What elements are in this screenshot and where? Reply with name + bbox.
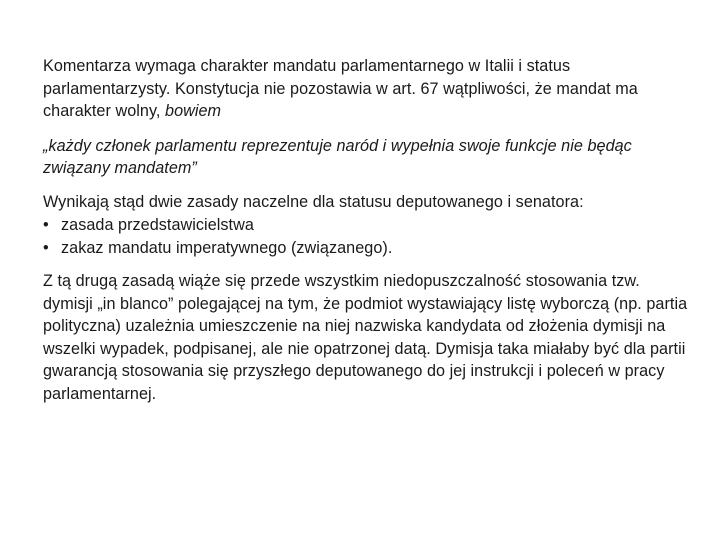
- list-item-text: zakaz mandatu imperatywnego (związanego).: [61, 238, 393, 257]
- list-item: [43, 214, 693, 237]
- list-item-text: zasada przedstawicielstwa: [61, 216, 254, 234]
- slide-content: [43, 55, 693, 417]
- bullet-icon: •: [43, 238, 49, 257]
- dismissal-paragraph: Z tą drugą zasadą wiąże się przede wszystkim niedopuszczalność stosowania tzw. dymisji „in blanco” polegającej na tym, że podmiot wystawiający listę wyborczą (np. partia polityczna) uzależnia umieszczenie na niej nazwiska kandydata od złożenia dymisji na wszelki wypadek, podpisanej, ale nie opatrzonej datą. Dymisja taka miałaby być dla partii gwarancją stosowania się przyszłego deputowanego do jej instrukcji i poleceń w pracy parlamentarnej.: [43, 272, 688, 403]
- list-item: [43, 237, 693, 260]
- intro-emphasis: bowiem: [165, 102, 222, 120]
- intro-text: Komentarza wymaga charakter mandatu parlamentarnego w Italii i status parlamentarzysty. Konstytucja nie pozostawia w art. 67 wątpliwości, że mandat ma charakter wolny,: [43, 57, 638, 120]
- principles-list: [43, 214, 693, 259]
- constitution-quote: „każdy członek parlamentu reprezentuje naród i wypełnia swoje funkcje nie będąc związany mandatem”: [43, 136, 632, 177]
- bullet-icon: •: [43, 216, 49, 234]
- intro-paragraph: [43, 55, 693, 123]
- principles-paragraph: Wynikają stąd dwie zasady naczelne dla statusu deputowanego i senatora:: [43, 192, 584, 211]
